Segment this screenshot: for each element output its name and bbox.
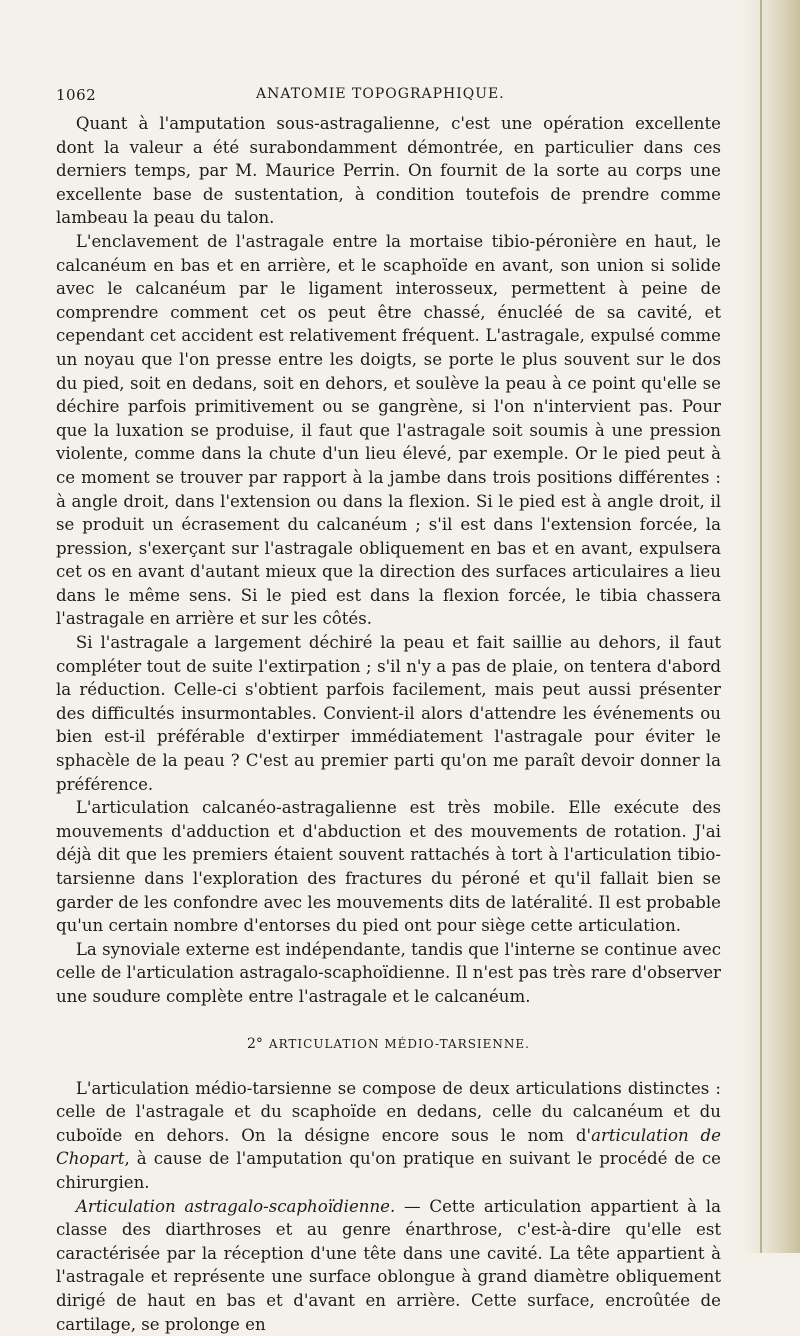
page-header: [56, 86, 716, 110]
text-run: , à cause de l'amputation qu'on pratique en suivant le procédé de ce chirurgien.: [56, 1149, 721, 1192]
paragraph: L'articulation calcanéo-astragalienne est très mobile. Elle exécute des mouvements d'adduction et d'abduction et des mouvements de rotation. J'ai déjà dit que les premiers étaient souvent rattachés à tort à l'articulation tibio-tarsienne dans l'exploration des fractures du péroné et qu'il fallait bien se garder de les confondre avec les mouvements dits de latéralité. Il est probable qu'un certain nombre d'entorses du pied ont pour siège cette articulation.: [56, 798, 721, 936]
paragraph: [56, 1077, 721, 1195]
page-edge-shadow: [742, 0, 800, 1253]
paragraph: Quant à l'amputation sous-astragalienne, c'est une opération excellente dont la valeur a été surabondamment démontrée, en particulier dans ces derniers temps, par M. Maurice Perrin. On fournit de la sorte au corps une excellente base de sustentation, à condition toutefois de prendre comme lambeau la peau du talon.: [56, 114, 721, 228]
text-run: — Cette articulation appartient à la classe des diarthroses et au genre énarthrose, c'est-à-dire qu'elle est caractérisée par la réception d'une tête dans une cavité. La tête appartient à l'astragale et représente une surface oblongue à grand diamètre obliquement dirigé de haut en bas et d'avant en arrière. Cette surface, encroûtée de cartilage, se prolonge en: [56, 1196, 721, 1334]
page-binding-line: [760, 0, 762, 1253]
paragraph: Si l'astragale a largement déchiré la peau et fait saillie au dehors, il faut compléter tout de suite l'extirpation ; s'il n'y a pas de plaie, on tentera d'abord la réduction. Celle-ci s'obtient parfois facilement, mais peut aussi présenter des difficultés insurmontables. Convient-il alors d'attendre les événements ou bien est-il préférable d'extirper immédiatement l'astragale pour éviter le sphacèle de la peau ? C'est au premier parti qu'on me paraît devoir donner la préférence.: [56, 633, 721, 794]
page-body: [56, 112, 721, 1336]
paragraph: La synoviale externe est indépendante, tandis que l'interne se continue avec celle de l'articulation astragalo-scaphoïdienne. Il n'est pas très rare d'observer une soudure complète entre l'astragale et le calcanéum.: [56, 939, 721, 1006]
running-title: ANATOMIE TOPOGRAPHIQUE.: [256, 86, 505, 102]
section-heading: [56, 1035, 721, 1053]
paragraph: [56, 1195, 721, 1336]
section-title: ARTICULATION MÉDIO-TARSIENNE.: [268, 1036, 530, 1051]
italic-subheading: Articulation astragalo-scaphoïdienne.: [75, 1196, 396, 1216]
italic-term: articulation de Chopart: [56, 1125, 721, 1169]
page-number: 1062: [56, 86, 97, 104]
section-number: 2°: [247, 1035, 263, 1052]
paragraph: L'enclavement de l'astragale entre la mortaise tibio-péronière en haut, le calcanéum en bas et en arrière, et le scaphoïde en avant, son union si solide avec le calcanéum par le ligament interosseux, permettent à peine de comprendre comment cet os peut être chassé, énucléé de sa cavité, et cependant cet accident est relativement fréquent. L'astragale, expulsé comme un noyau que l'on presse entre les doigts, se porte le plus souvent sur le dos du pied, soit en dedans, soit en dehors, et soulève la peau à ce point qu'elle se déchire parfois primitivement ou se gangrène, si l'on n'intervient pas. Pour que la luxation se produise, il faut que l'astragale soit soumis à une pression violente, comme dans la chute d'un lieu élevé, par exemple. Or le pied peut à ce moment se trouver par rapport à la jambe dans trois positions différentes : à angle droit, dans l'extension ou dans la flexion. Si le pied est à angle droit, il se produit un écrasement du calcanéum ; s'il est dans l'extension forcée, la pression, s'exerçant sur l'astragale obliquement en bas et en avant, expulsera cet os en avant d'autant mieux que la direction des surfaces articulaires a lieu dans le même sens. Si le pied est dans la flexion forcée, le tibia chassera l'astragale en arrière et sur les côtés.: [56, 231, 721, 629]
text-run: L'articulation médio-tarsienne se compose de deux articulations distinctes : celle de l'astragale et du scaphoïde en dedans, celle du calcanéum et du cuboïde en dehors. On la désigne encore sous le nom d': [56, 1078, 721, 1145]
